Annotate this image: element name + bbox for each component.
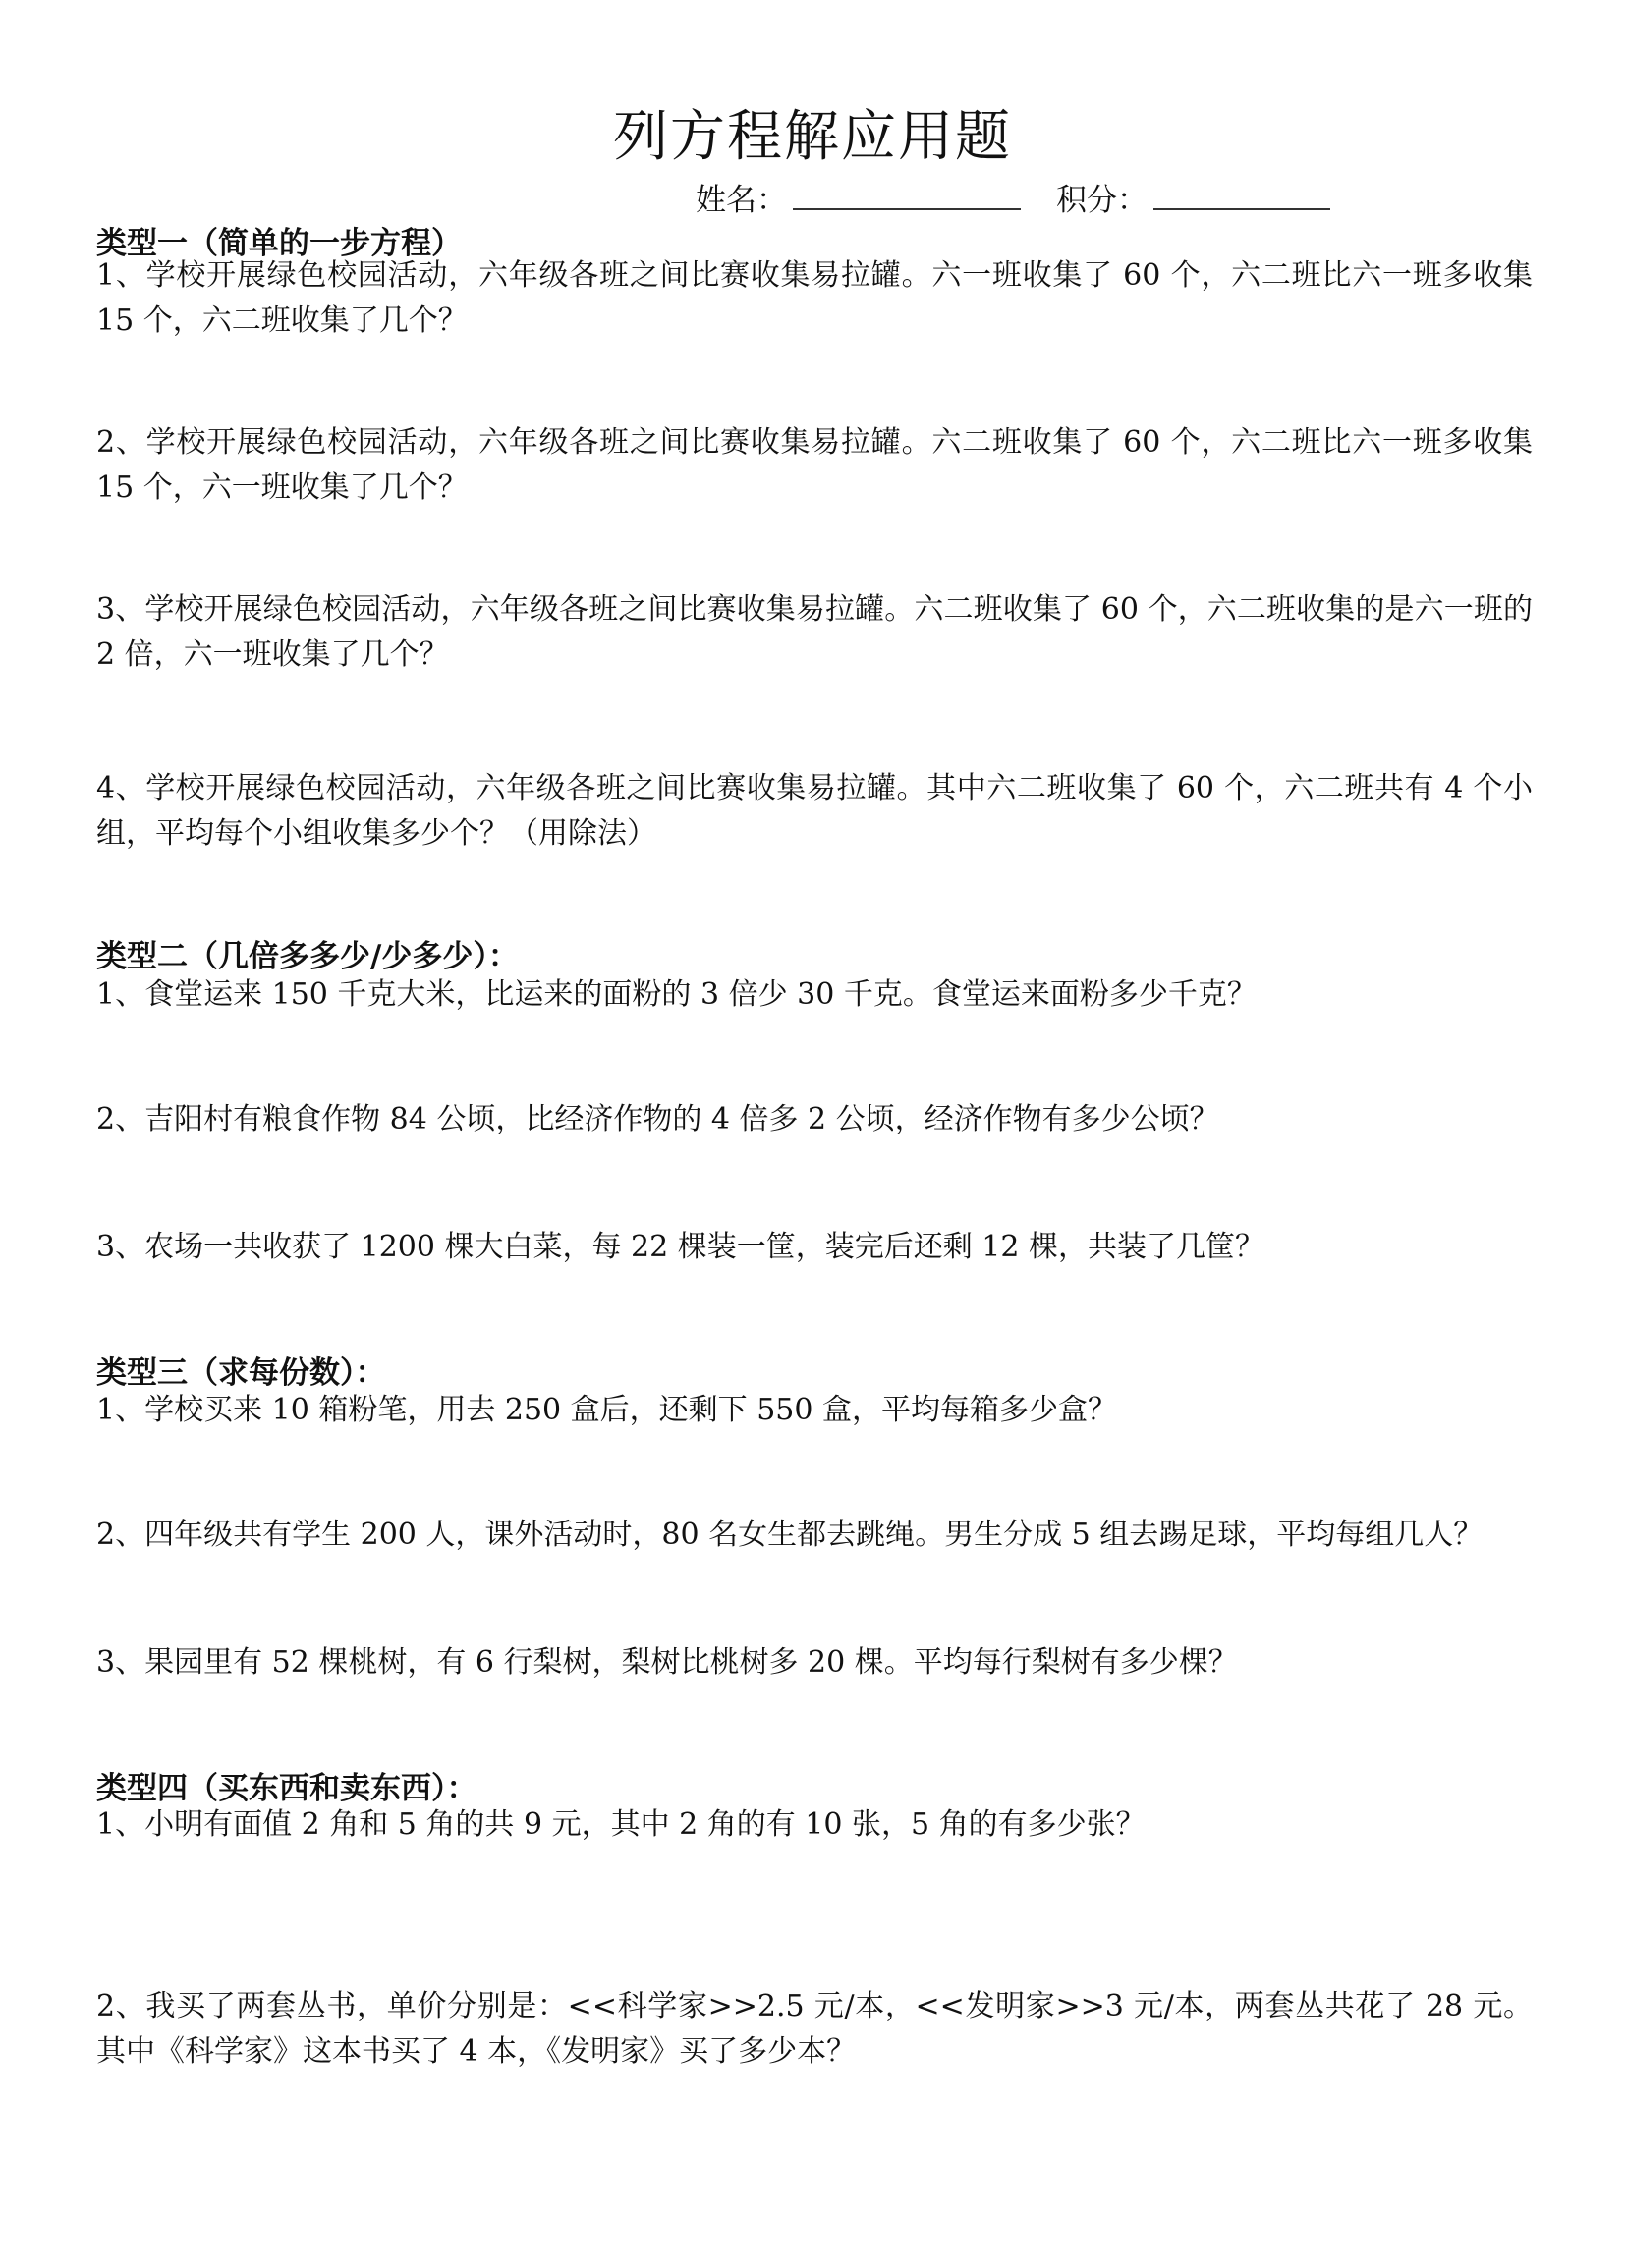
question-2-2: 2、吉阳村有粮食作物 84 公顷，比经济作物的 4 倍多 2 公顷，经济作物有多少公顷？ [96, 1102, 1219, 1136]
question-2-3: 3、农场一共收获了 1200 棵大白菜，每 22 棵装一筐，装完后还剩 12 棵，共装了几筐？ [96, 1230, 1264, 1264]
score-blank[interactable] [1153, 183, 1330, 210]
question-4-1: 1、小明有面值 2 角和 5 角的共 9 元，其中 2 角的有 10 张，5 角的有多少张？ [96, 1807, 1146, 1842]
question-3-2: 2、四年级共有学生 200 人，课外活动时，80 名女生都去跳绳。男生分成 5 组去踢足球，平均每组几人？ [96, 1518, 1484, 1552]
question-4-2: 2、我买了两套丛书，单价分别是：<<科学家>>2.5 元/本，<<发明家>>3 元/本，两套丛共花了 28 元。其中《科学家》这本书买了 4 本，《发明家》买了多少本？ [96, 1989, 1533, 2069]
question-3-3: 3、果园里有 52 棵桃树，有 6 行梨树，梨树比桃树多 20 棵。平均每行梨树有多少棵？ [96, 1645, 1238, 1680]
page-title: 列方程解应用题 [613, 105, 1012, 169]
question-1-3: 3、学校开展绿色校园活动，六年级各班之间比赛收集易拉罐。六二班收集了 60 个，六二班收集的是六一班的 2 倍，六一班收集了几个？ [96, 592, 1533, 672]
section-heading-type-1: 类型一（简单的一步方程） [96, 226, 462, 261]
section-heading-type-4: 类型四（买东西和卖东西）： [96, 1771, 477, 1806]
question-1-1: 1、学校开展绿色校园活动，六年级各班之间比赛收集易拉罐。六一班收集了 60 个，六二班比六一班多收集 15 个，六二班收集了几个？ [96, 258, 1533, 338]
section-heading-type-2: 类型二（几倍多多少/少多少）： [96, 939, 519, 974]
question-3-1: 1、学校买来 10 箱粉笔，用去 250 盒后，还剩下 550 盒，平均每箱多少盒？ [96, 1393, 1117, 1427]
score-label: 积分： [1056, 183, 1148, 218]
name-label: 姓名： [696, 183, 787, 218]
section-heading-type-3: 类型三（求每份数）： [96, 1355, 386, 1391]
name-score-bar [696, 175, 1330, 219]
question-1-4: 4、学校开展绿色校园活动，六年级各班之间比赛收集易拉罐。其中六二班收集了 60 个，六二班共有 4 个小组，平均每个小组收集多少个？（用除法） [96, 771, 1533, 851]
name-blank[interactable] [793, 183, 1021, 210]
question-1-2: 2、学校开展绿色校园活动，六年级各班之间比赛收集易拉罐。六二班收集了 60 个，六二班比六一班多收集 15 个，六一班收集了几个？ [96, 425, 1533, 505]
question-2-1: 1、食堂运来 150 千克大米，比运来的面粉的 3 倍少 30 千克。食堂运来面粉多少千克？ [96, 977, 1257, 1012]
